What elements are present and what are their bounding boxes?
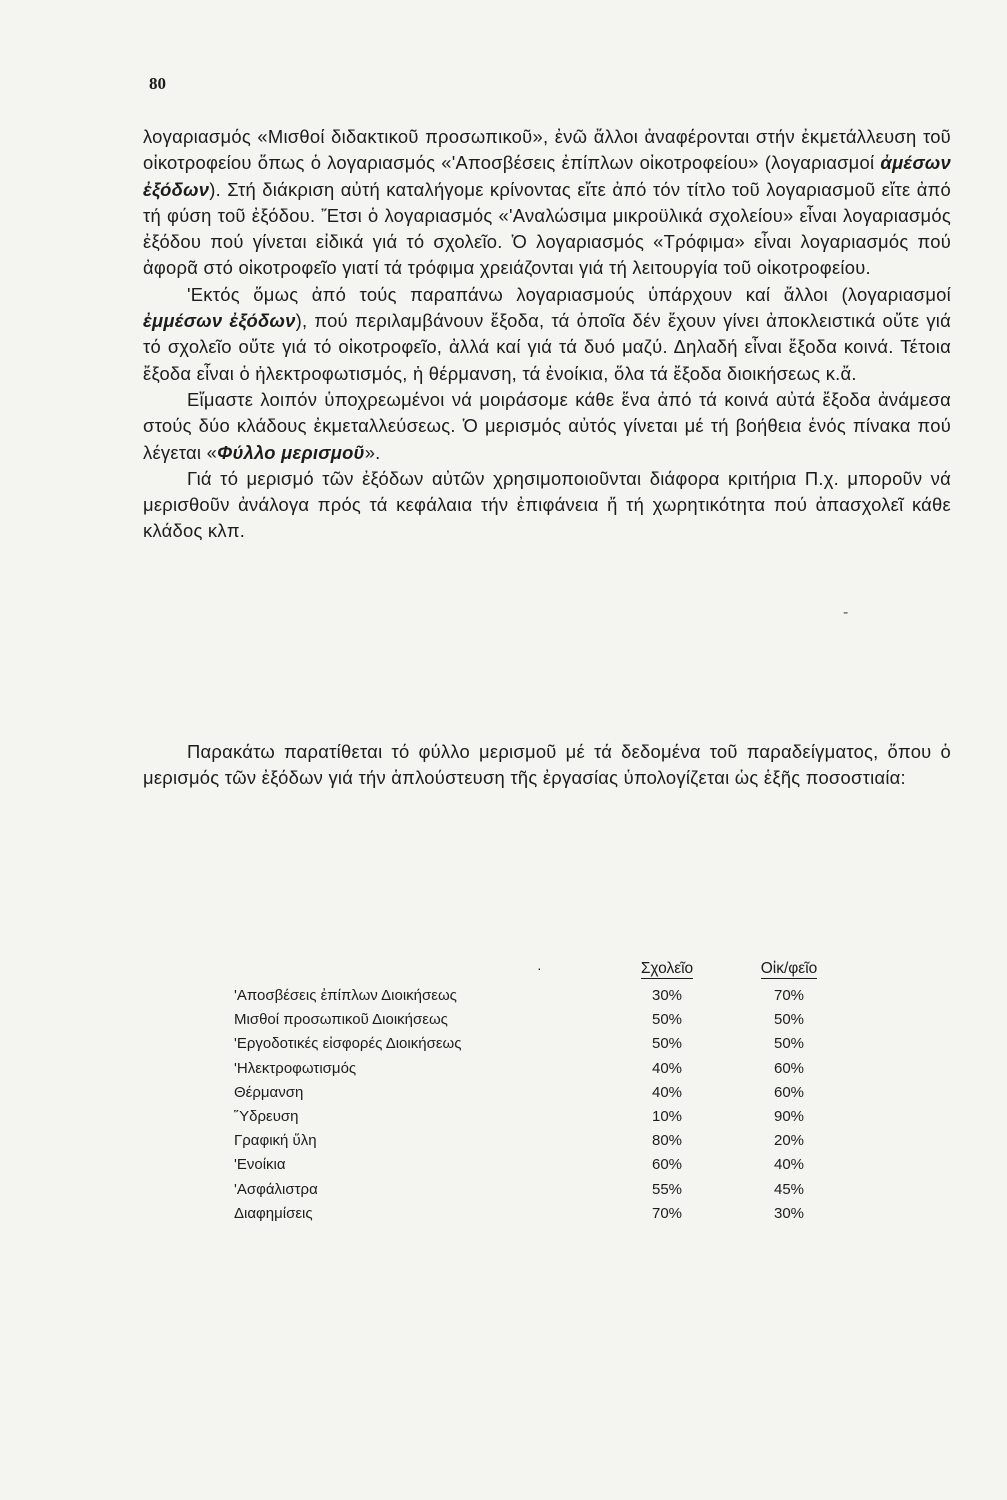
orphanage-percentage: 30% (773, 1204, 805, 1222)
orphanage-percentage: 20% (773, 1132, 805, 1150)
orphanage-percentage: 60% (773, 1083, 805, 1101)
table-row (234, 1178, 834, 1202)
orphanage-percentage: 45% (773, 1180, 805, 1198)
row-label: Μισθοί προσωπικοῦ Διοικήσεως (234, 1011, 448, 1029)
emphasis-indirect-expenses: ἐμμέσων ἐξόδων (143, 310, 296, 332)
row-label: 'Ασφάλιστρα (234, 1180, 318, 1198)
row-label: Γραφική ὕλη (234, 1132, 317, 1150)
table-row (234, 1057, 834, 1081)
school-percentage: 70% (651, 1204, 683, 1222)
table-row (234, 1129, 834, 1153)
paragraph-text: ), πού περιλαμβάνουν ἔξοδα, τά ὁποῖα δέν ἔχουν γίνει ἀποκλειστικά οὔτε γιά τό σχολεῖο οὔτε γιά τό οἰκοτροφεῖο, ἀλλά καί γιά τά δυό μαζύ. Δηλαδή εἶναι ἔξοδα κοινά. Τέτοια ἔξοδα εἶναι ὁ ἠλεκτροφωτισμός, ἡ θέρμανση, τά ἐνοίκια, ὅλα τά ἔξοδα διοικήσεως κ.ἄ. (143, 310, 951, 384)
school-percentage: 55% (651, 1180, 683, 1198)
paragraph-text: ). Στή διάκριση αὐτή καταλήγομε κρίνοντας εἴτε ἀπό τόν τίτλο τοῦ λογαριασμοῦ εἴτε ἀπό τή φύση τοῦ ἐξόδου. Ἔτσι ὁ λογαριασμός «'Αναλώσιμα μικροϋλικά σχολείου» εἶναι λογαριασμός ἐξόδου πού γίνεται εἰδικά γιά τό σχολεῖο. Ὁ λογαριασμός «Τρόφιμα» εἶναι λογαριασμός πού ἀφορᾶ στό οἰκοτροφεῖο γιατί τά τρόφιμα χρειάζονται γιά τή λειτουργία τοῦ οἰκοτροφείου. (143, 178, 951, 279)
orphanage-percentage: 70% (773, 987, 805, 1004)
orphanage-percentage: 50% (773, 1011, 805, 1029)
table-row (234, 1081, 834, 1105)
stray-dash-mark: - (843, 604, 849, 621)
emphasis-direct-expenses: ἀμέσων ἐξόδων (143, 152, 951, 200)
row-label: 'Εργοδοτικές εἰσφορές Διοικήσεως (234, 1035, 462, 1053)
table-row (234, 1202, 834, 1226)
body-text (143, 124, 951, 545)
header-orphanage-label: Οἰκ/φεῖο (760, 960, 818, 977)
table-row (234, 1032, 834, 1056)
orphanage-percentage: 60% (773, 1059, 805, 1077)
school-percentage: 50% (651, 1035, 683, 1053)
table-row (234, 984, 834, 1008)
school-percentage: 40% (651, 1059, 683, 1077)
school-percentage: 10% (651, 1107, 683, 1125)
page-number: 80 (149, 74, 166, 93)
stray-dot-mark: · (537, 960, 542, 976)
header-orphanage (734, 960, 844, 978)
row-label: 'Ηλεκτροφωτισμός (234, 1059, 357, 1077)
orphanage-percentage: 50% (773, 1035, 805, 1053)
row-label: 'Αποσβέσεις ἐπίπλων Διοικήσεως (234, 987, 457, 1004)
row-label: Θέρμανση (234, 1083, 304, 1101)
paragraph-allocation-sheet (143, 387, 951, 466)
school-percentage: 30% (651, 987, 683, 1004)
table-row (234, 1008, 834, 1032)
paragraph-text: Εἴμαστε λοιπόν ὑποχρεωμένοι νά μοιράσομε κάθε ἕνα ἀπό τά κοινά αὐτά ἔξοδα ἀνάμεσα στούς δύο κλάδους ἐκμεταλλεύσεως. Ὁ μερισμός αὐτός γίνεται μέ τή βοήθεια ἑνός πίνακα πού λέγεται « (143, 388, 951, 463)
row-label: Διαφημίσεις (234, 1204, 313, 1222)
paragraph-direct-expenses (143, 124, 951, 282)
paragraph-text: ». (364, 441, 381, 463)
table-row (234, 1105, 834, 1129)
allocation-table-header (234, 958, 834, 984)
school-percentage: 60% (651, 1156, 683, 1174)
allocation-table (234, 958, 834, 1226)
school-percentage: 40% (651, 1083, 683, 1101)
paragraph-indirect-expenses (143, 282, 951, 387)
emphasis-allocation-sheet: Φύλλο μερισμοῦ (217, 441, 365, 463)
row-label: Ὕδρευση (234, 1107, 299, 1125)
paragraph-table-intro: Παρακάτω παρατίθεται τό φύλλο μερισμοῦ μέ τά δεδομένα τοῦ παραδείγματος, ὅπου ὁ μερισμός τῶν ἐξόδων γιά τήν ἁπλούστευση τῆς ἐργασίας ὑπολογίζεται ὡς ἑξῆς ποσοστιαία: (143, 741, 951, 789)
allocation-table-body (234, 984, 834, 1226)
header-school (612, 960, 722, 978)
paragraph-criteria: Γιά τό μερισμό τῶν ἐξόδων αὐτῶν χρησιμοποιοῦνται διάφορα κριτήρια Π.χ. μποροῦν νά μερισθοῦν ἀνάλογα πρός τά κεφάλαια τήν ἐπιφάνεια ἤ τή χωρητικότητα πού ἀπασχολεῖ κάθε κλάδος κλπ. (143, 467, 951, 542)
paragraph-text: λογαριασμός «Μισθοί διδακτικοῦ προσωπικοῦ», ἐνῶ ἄλλοι ἀναφέρονται στήν ἐκμετάλλευση τοῦ οἰκοτροφείου ὅπως ὁ λογαριασμός «'Αποσβέσεις ἐπίπλων οἰκοτροφείου» (λογαριασμοί (143, 126, 951, 174)
row-label: 'Ενοίκια (234, 1156, 286, 1174)
paragraph-text: 'Εκτός ὅμως ἀπό τούς παραπάνω λογαριασμούς ὑπάρχουν καί ἄλλοι (λογαριασμοί (187, 283, 951, 305)
school-percentage: 80% (651, 1132, 683, 1150)
orphanage-percentage: 90% (773, 1107, 805, 1125)
header-school-label: Σχολεῖο (640, 960, 694, 977)
orphanage-percentage: 40% (773, 1156, 805, 1174)
table-row (234, 1153, 834, 1177)
school-percentage: 50% (651, 1011, 683, 1029)
